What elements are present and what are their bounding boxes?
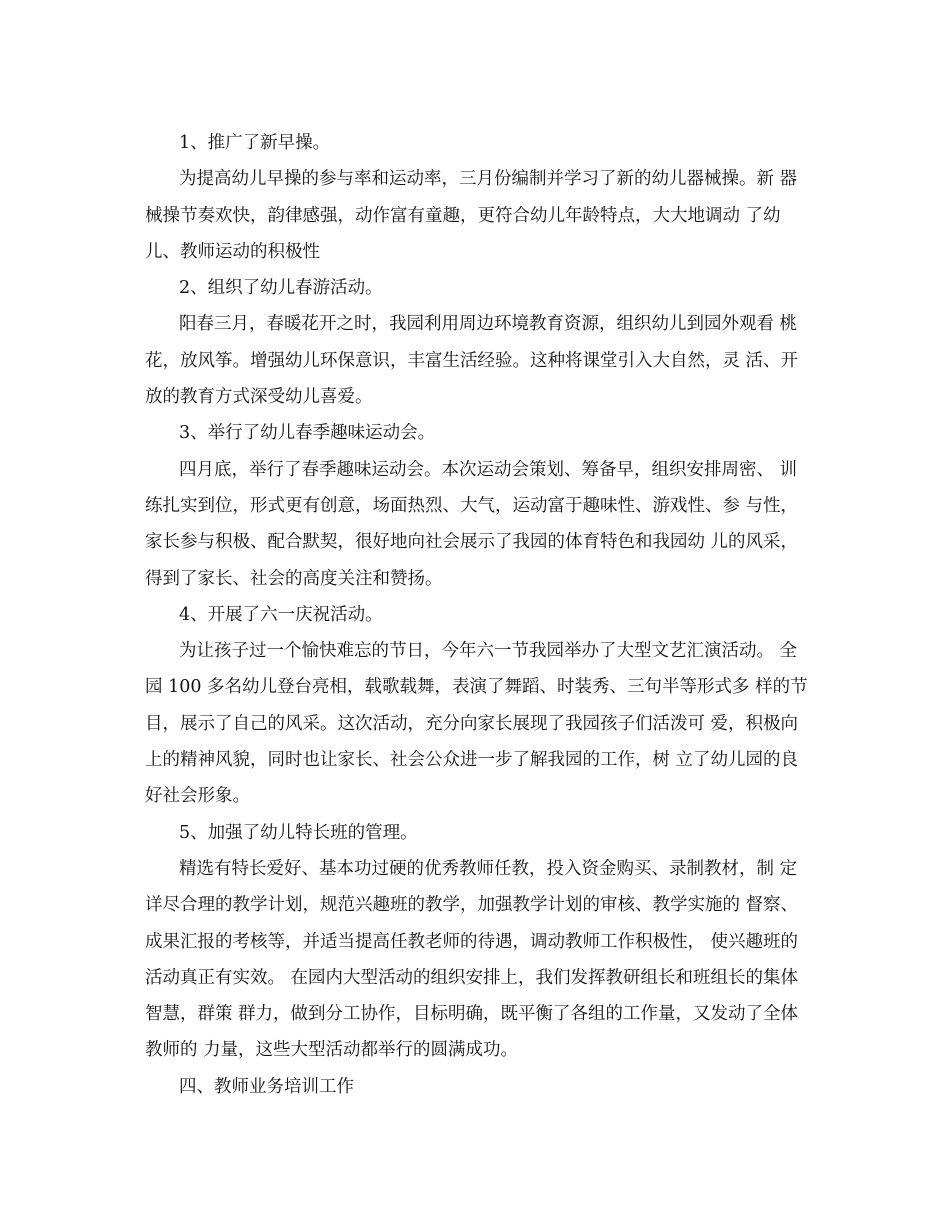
- section-heading-3: 3、举行了幼儿春季趣味运动会。: [179, 423, 436, 444]
- section-body-4: 为让孩子过一个愉快难忘的节日，今年六一节我园举办了大型文艺汇演活动。 全园 100 多名幼儿登台亮相，载歌载舞，表演了舞蹈、时装秀、三句半等形式多 样的节目，展示了自己的风采。这次活动，充分向家长展现了我园孩子们活泼可 爱，积极向上的精神风貌，同时也让家长、社会公众进一步了解我园的工作，树 立了幼儿园的良好社会形象。: [145, 641, 808, 807]
- section-heading-2: 2、组织了幼儿春游活动。: [179, 278, 383, 299]
- section-body-2: 阳春三月，春暖花开之时，我园利用周边环境教育资源，组织幼儿到园外观看 桃花，放风筝。增强幼儿环保意识，丰富生活经验。这种将课堂引入大自然，灵 活、开放的教育方式深受幼儿喜爱。: [145, 314, 799, 408]
- section-heading-4: 4、开展了六一庆祝活动。: [179, 604, 383, 625]
- section-body-1: 为提高幼儿早操的参与率和运动率，三月份编制并学习了新的幼儿器械操。新 器械操节奏欢快，韵律感强，动作富有童趣，更符合幼儿年龄特点，大大地调动 了幼儿、教师运动的积极性: [145, 169, 798, 262]
- section-heading-6: 四、教师业务培训工作: [179, 1076, 354, 1097]
- section-heading-1: 1、推广了新早操。: [179, 133, 331, 153]
- section-body-3: 四月底，举行了春季趣味运动会。本次运动会策划、筹备早，组织安排周密、 训练扎实到位，形式更有创意，场面热烈、大气，运动富于趣味性、游戏性、参 与性，家长参与积极、配合默契，很好地向社会展示了我园的体育特色和我园幼 儿的风采，得到了家长、社会的高度关注和赞扬。: [145, 459, 799, 589]
- document-page: [145, 125, 810, 1105]
- section-body-5: 精选有特长爱好、基本功过硬的优秀教师任教，投入资金购买、录制教材，制 定详尽合理的教学计划，规范兴趣班的教学，加强教学计划的审核、教学实施的 督察、成果汇报的考核等，并适当提高任教老师的待遇，调动教师工作积极性， 使兴趣班的活动真正有实效。 在园内大型活动的组织安排上，我们发挥教研组长和班组长的集体智慧，群策 群力，做到分工协作，目标明确，既平衡了各组的工作量，又发动了全体教师的 力量，这些大型活动都举行的圆满成功。: [145, 858, 799, 1061]
- section-heading-5: 5、加强了幼儿特长班的管理。: [179, 822, 418, 843]
